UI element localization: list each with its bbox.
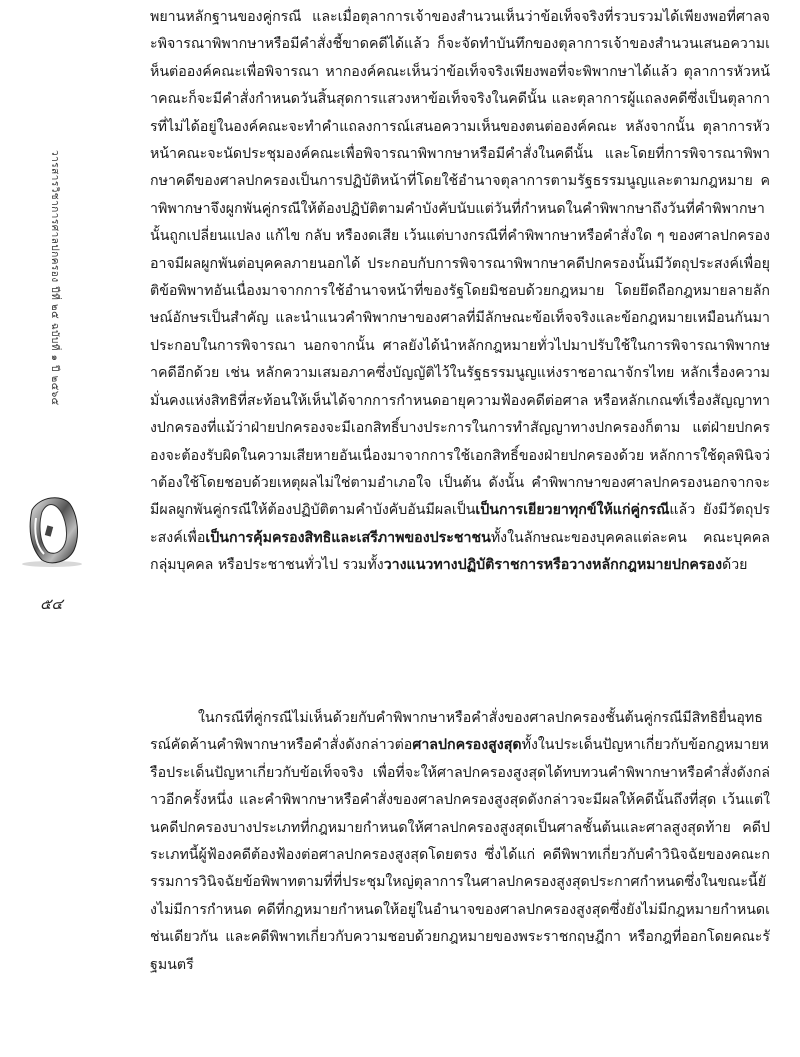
- paragraph-2-emphasis-supreme-court: ศาลปกครองสูงสุด: [412, 737, 522, 754]
- ring-icon: [18, 488, 88, 568]
- body-paragraph-2: [150, 705, 770, 1005]
- page-number: ๕๔: [40, 595, 63, 613]
- paragraph-2-text-b: ทั้งในประเด็นปัญหาเกี่ยวกับข้อกฎหมายหรือประเด็นปัญหาเกี่ยวกับข้อเท็จจริง เพื่อที่จะให้ศาลปกครองสูงสุดได้ทบทวนคำพิพากษาหรือคำสั่งดังกล่าวอีกครั้งหนึ่ง และคำพิพากษาหรือคำสั่งของศาลปกครองสูงสุดดังกล่าวจะมีผลให้คดีนั้นถึงที่สุด เว้นแต่ในคดีปกครองบางประเภทที่กฎหมายกำหนดให้ศาลปกครองสูงสุดเป็นศาลชั้นต้นและศาลสูงสุดท้าย คดีประเภทนี้ผู้ฟ้องคดีต้องฟ้องต่อศาลปกครองสูงสุดโดยตรง ซึ่งได้แก่ คดีพิพาทเกี่ยวกับคำวินิจฉัยของคณะกรรมการวินิจฉัยข้อพิพาทตามที่ที่ประชุมใหญ่ตุลาการในศาลปกครองสูงสุดประกาศกำหนดซึ่งในขณะนี้ยังไม่มีการกำหนด คดีที่กฎหมายกำหนดให้อยู่ในอำนาจของศาลปกครองสูงสุดซึ่งยังไม่มีกฎหมายกำหนดเช่นเดียวกัน และคดีพิพาทเกี่ยวกับความชอบด้วยกฎหมายของพระราชกฤษฎีกา หรือกฎที่ออกโดยคณะรัฐมนตรี: [150, 737, 770, 973]
- paragraph-1-emphasis-guidelines: วางแนวทางปฏิบัติราชการหรือวางหลักกฎหมายปกครอง: [383, 557, 722, 574]
- paragraph-1-emphasis-remedy: เป็นการเยียวยาทุกข์ให้แก่คู่กรณี: [475, 502, 670, 519]
- running-header: วารสารวิชาการศาลปกครอง ปีที่ ๒๕ ฉบับที่ ๑ ปี ๒๕๖๕: [49, 150, 60, 406]
- paragraph-2-text-a: ในกรณีที่คู่กรณีไม่เห็นด้วยกับคำพิพากษาหรือคำสั่งของศาลปกครองชั้นต้นคู่กรณีมีสิทธิยื่นอุทธรณ์คัดค้านคำพิพากษาหรือคำสั่งดังกล่าวต่อ: [150, 710, 763, 754]
- paragraph-1-text-c: ทั้งในลักษณะของบุคคลแต่ละคน คณะบุคคล กลุ่มบุคคล หรือประชาชนทั่วไป รวมทั้ง: [150, 529, 770, 574]
- body-paragraph-1: [150, 4, 770, 684]
- left-margin: [0, 0, 120, 1057]
- paragraph-1-text-d: ด้วย: [722, 557, 748, 574]
- paragraph-1-emphasis-rights: เป็นการคุ้มครองสิทธิและเสรีภาพของประชาชน: [205, 529, 491, 546]
- paragraph-1-text-b: แล้ว ยังมีวัตถุประสงค์เพื่อ: [150, 502, 770, 546]
- paragraph-1-text-a: พยานหลักฐานของคู่กรณี และเมื่อตุลาการเจ้าของสำนวนเห็นว่าข้อเท็จจริงที่รวบรวมได้เพียงพอที่ศาลจะพิจารณาพิพากษาหรือมีคำสั่งชี้ขาดคดีได้แล้ว ก็จะจัดทำบันทึกของตุลาการเจ้าของสำนวนเสนอความเห็นต่อองค์คณะเพื่อพิจารณา หากองค์คณะเห็นว่าข้อเท็จจริงเพียงพอที่จะพิพากษาได้แล้ว ตุลาการหัวหน้าคณะก็จะมีคำสั่งกำหนดวันสิ้นสุดการแสวงหาข้อเท็จจริงในคดีนั้น และตุลาการผู้แถลงคดีซึ่งเป็นตุลาการที่ไม่ได้อยู่ในองค์คณะจะทำคำแถลงการณ์เสนอความเห็นของตนต่อองค์คณะ หลังจากนั้น ตุลาการหัวหน้าคณะจะนัดประชุมองค์คณะเพื่อพิจารณาพิพากษาหรือมีคำสั่งในคดีนั้น และโดยที่การพิจารณาพิพากษาคดีของศาลปกครองเป็นการปฏิบัติหน้าที่โดยใช้อำนาจตุลาการตามรัฐธรรมนูญและตามกฎหมาย คำพิพากษาจึงผูกพันคู่กรณีให้ต้องปฏิบัติตามคำบังคับนับแต่วันที่กำหนดในคำพิพากษาถึงวันที่คำพิพากษานั้นถูกเปลี่ยนแปลง แก้ไข กลับ หรืองดเสีย เว้นแต่บางกรณีที่คำพิพากษาหรือคำสั่งใด ๆ ของศาลปกครองอาจมีผลผูกพันต่อบุคคลภายนอกได้ ประกอบกับการพิจารณาพิพากษาคดีปกครองนั้นมีวัตถุประสงค์เพื่อยุติข้อพิพาทอันเนื่องมาจากการใช้อำนาจหน้าที่ของรัฐโดยมิชอบด้วยกฎหมาย โดยยึดถือกฎหมายลายลักษณ์อักษรเป็นสำคัญ และนำแนวคำพิพากษาของศาลที่มีลักษณะข้อเท็จจริงและข้อกฎหมายเหมือนกันมาประกอบในการพิจารณา นอกจากนั้น ศาลยังได้นำหลักกฎหมายทั่วไปมาปรับใช้ในการพิจารณาพิพากษาคดีอีกด้วย เช่น หลักความเสมอภาคซึ่งบัญญัติไว้ในรัฐธรรมนูญแห่งราชอาณาจักรไทย หลักเรื่องความมั่นคงแห่งสิทธิที่สะท้อนให้เห็นได้จากการกำหนดอายุความฟ้องคดีต่อศาล หรือหลักเกณฑ์เรื่องสัญญาทางปกครองที่แม้ว่าฝ่ายปกครองจะมีเอกสิทธิ์บางประการในการทำสัญญาทางปกครองก็ตาม แต่ฝ่ายปกครองจะต้องรับผิดในความเสียหายอันเนื่องมาจากการใช้เอกสิทธิ์ของฝ่ายปกครองด้วย หลักการใช้ดุลพินิจว่าต้องใช้โดยชอบด้วยเหตุผลไม่ใช่ตามอำเภอใจ เป็นต้น ดังนั้น คำพิพากษาของศาลปกครองนอกจากจะมีผลผูกพันคู่กรณีให้ต้องปฏิบัติตามคำบังคับอันมีผลเป็น: [150, 9, 770, 519]
